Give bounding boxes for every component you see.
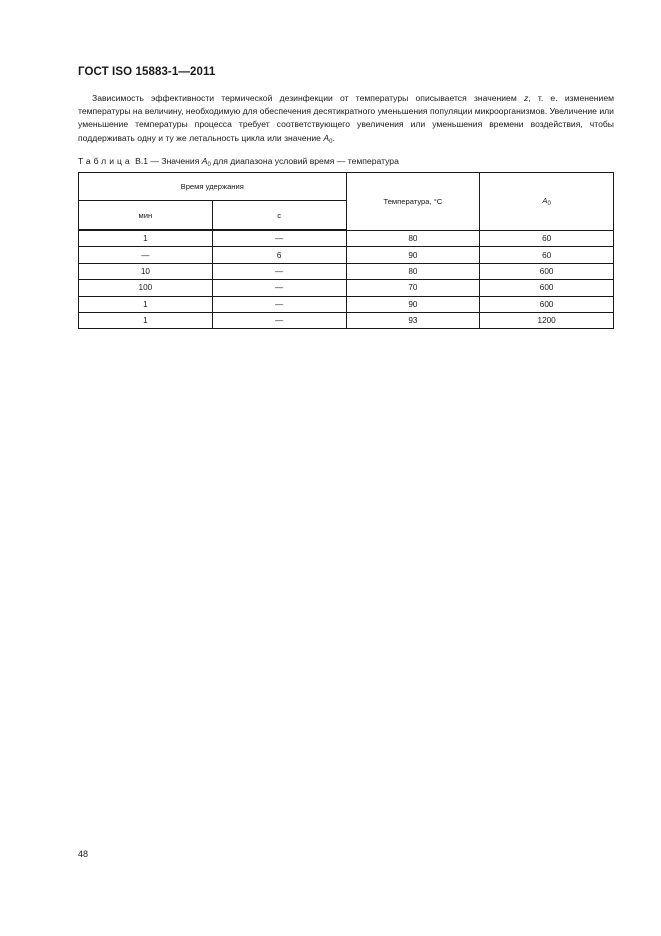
caption-variable-a: A (201, 156, 208, 166)
cell-a0: 1200 (480, 312, 614, 328)
table-row (79, 230, 614, 247)
paragraph-text-1: Зависимость эффективности термической дезинфекции от температуры описывается значением (92, 93, 524, 103)
cell-sec: — (212, 263, 346, 279)
variable-z: z (523, 93, 529, 103)
cell-a0: 600 (480, 296, 614, 312)
body-paragraph (78, 92, 614, 149)
table-row (79, 280, 614, 296)
table-row (79, 296, 614, 312)
cell-sec: — (212, 296, 346, 312)
header-a0-subscript: 0 (547, 200, 551, 207)
caption-text-after: для диапазона условий время — температура (210, 156, 399, 166)
caption-text-before: — Значения (150, 156, 202, 166)
header-sec: с (212, 201, 346, 231)
cell-min: 1 (79, 230, 213, 247)
cell-temperature: 70 (346, 280, 480, 296)
cell-sec: — (212, 230, 346, 247)
table-row (79, 247, 614, 263)
cell-a0: 60 (480, 230, 614, 247)
variable-a: A (323, 132, 330, 143)
cell-a0: 60 (480, 247, 614, 263)
header-temperature: Температура, °С (346, 173, 480, 231)
table-row (79, 312, 614, 328)
cell-a0: 600 (480, 280, 614, 296)
cell-temperature: 80 (346, 263, 480, 279)
header-a0-variable: A (542, 195, 548, 205)
caption-number: В.1 (135, 156, 148, 166)
caption-variable-subscript: 0 (207, 162, 211, 168)
cell-min: 1 (79, 296, 213, 312)
cell-min: 10 (79, 263, 213, 279)
cell-temperature: 93 (346, 312, 480, 328)
header-hold-time: Время удержания (79, 173, 347, 201)
header-a0 (480, 173, 614, 231)
cell-sec: — (212, 312, 346, 328)
cell-min: 1 (79, 312, 213, 328)
variable-a-subscript: 0 (329, 138, 333, 145)
paragraph-text-2: , т. е. изменением температуры на величину, необходимую для обеспечения десятикратного уменьшения популяции микроорганизмов. Увеличение или уменьшение температуры процесса требует соответствующего увеличения или уменьшения времени воздействия, чтобы поддерживать одну и ту же летальность цикла или значение (78, 93, 615, 143)
cell-min: — (79, 247, 213, 263)
table-row (79, 263, 614, 279)
data-table (78, 172, 614, 329)
cell-sec: — (212, 280, 346, 296)
cell-temperature: 80 (346, 230, 480, 247)
document-header: ГОСТ ISO 15883-1—2011 (78, 66, 216, 78)
header-min: мин (79, 201, 213, 231)
cell-temperature: 90 (346, 296, 480, 312)
cell-temperature: 90 (346, 247, 480, 263)
cell-sec: 6 (212, 247, 346, 263)
paragraph-end: . (332, 132, 335, 143)
page-number: 48 (78, 849, 89, 859)
table-caption (78, 156, 399, 168)
cell-a0: 600 (480, 263, 614, 279)
caption-word: Таблица (78, 156, 133, 166)
cell-min: 100 (79, 280, 213, 296)
